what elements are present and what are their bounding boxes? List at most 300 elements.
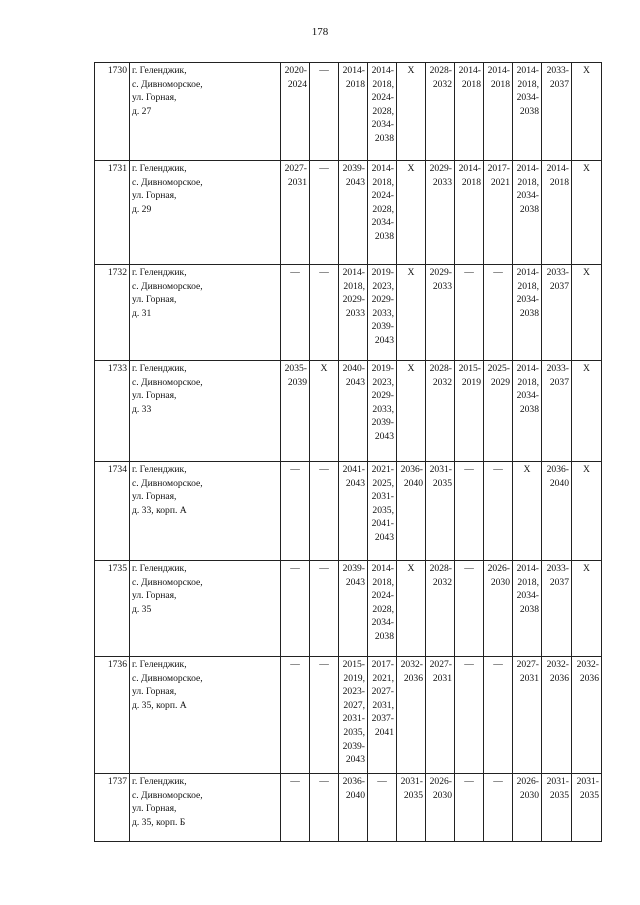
period-line: 2043 (374, 334, 394, 346)
period-cell (513, 462, 542, 561)
period-cell (513, 265, 542, 361)
period-line: 2029- (429, 267, 452, 278)
address-line: ул. Горная, (132, 491, 177, 503)
period-line: 2023, (372, 280, 394, 292)
period-line: 2027- (284, 163, 307, 174)
period-line: 2033- (546, 65, 569, 76)
period-line: X (523, 464, 531, 475)
period-line: 2038 (519, 403, 539, 415)
period-line: 2024 (287, 78, 307, 90)
period-line: 2018, (517, 376, 539, 388)
period-line: X (583, 563, 590, 574)
period-line: X (407, 267, 415, 278)
period-line: 2040- (342, 363, 365, 374)
period-cell (310, 462, 339, 561)
period-line: 2034- (371, 217, 394, 229)
period-line: 2043 (374, 430, 394, 442)
period-line: 2038 (519, 203, 539, 215)
period-line: 2029- (371, 294, 394, 306)
address-cell (130, 161, 281, 265)
period-cell (484, 774, 513, 842)
period-line: 2036- (342, 776, 365, 787)
period-line: 2033 (432, 280, 452, 292)
period-cell (368, 161, 397, 265)
table-row (95, 361, 602, 462)
period-line: 2014- (371, 163, 394, 174)
period-cell (542, 265, 572, 361)
table-row (95, 462, 602, 561)
period-line: 2033- (546, 267, 569, 278)
period-line: 2040 (549, 477, 569, 489)
period-line: — (290, 659, 300, 670)
period-line: 2027, (343, 699, 365, 711)
table-row (95, 161, 602, 265)
period-cell (397, 265, 426, 361)
period-line: 2014- (342, 267, 365, 278)
period-line: 2040 (403, 477, 423, 489)
period-line: 2014- (458, 65, 481, 76)
period-line: 2018, (372, 576, 394, 588)
address-line: д. 33 (132, 403, 152, 415)
period-line: 2018, (517, 78, 539, 90)
period-cell (310, 561, 339, 657)
period-line: 2021 (490, 176, 510, 188)
period-line: 2018 (345, 78, 365, 90)
period-cell (542, 561, 572, 657)
period-line: 2043 (345, 176, 365, 188)
period-line: — (493, 464, 503, 475)
period-line: 2028, (372, 203, 394, 215)
period-cell (426, 265, 455, 361)
period-line: X (407, 65, 415, 76)
period-line: 2043 (345, 754, 365, 766)
period-line: 2018, (372, 176, 394, 188)
address-line: д. 35, корп. Б (132, 816, 186, 828)
period-line: 2018, (517, 280, 539, 292)
row-number: 1735 (95, 561, 130, 657)
period-line: 2018 (549, 176, 569, 188)
period-line: 2025- (487, 363, 510, 374)
period-cell (572, 561, 602, 657)
period-line: 2026- (516, 776, 539, 787)
address-line: г. Геленджик, (132, 363, 187, 374)
period-line: 2033 (432, 176, 452, 188)
address-line: с. Дивноморское, (132, 176, 203, 188)
period-line: 2038 (519, 105, 539, 117)
address-line: ул. Горная, (132, 190, 177, 202)
address-line: ул. Горная, (132, 92, 177, 104)
address-line: ул. Горная, (132, 686, 177, 698)
period-cell (281, 774, 310, 842)
period-line: 2039- (342, 163, 365, 174)
period-line: 2036- (546, 464, 569, 475)
period-line: — (319, 65, 329, 76)
address-cell (130, 774, 281, 842)
period-line: 2034- (371, 119, 394, 131)
period-cell (397, 361, 426, 462)
period-line: 2035, (343, 726, 365, 738)
period-line: 2019- (371, 267, 394, 278)
period-cell (513, 161, 542, 265)
period-line: — (493, 659, 503, 670)
period-cell (339, 657, 368, 774)
address-line: с. Дивноморское, (132, 789, 203, 801)
period-cell (572, 361, 602, 462)
period-cell (484, 265, 513, 361)
period-line: 2018, (517, 576, 539, 588)
period-cell (368, 361, 397, 462)
row-number: 1733 (95, 361, 130, 462)
period-line: 2019 (461, 376, 481, 388)
repair-schedule-table (94, 62, 602, 842)
address-line: ул. Горная, (132, 390, 177, 402)
period-line: — (319, 464, 329, 475)
address-line: с. Дивноморское, (132, 376, 203, 388)
period-line: 2031, (372, 699, 394, 711)
period-cell (513, 561, 542, 657)
period-line: 2024- (371, 190, 394, 202)
period-line: — (464, 659, 474, 670)
period-line: 2014- (516, 65, 539, 76)
period-line: 2034- (371, 617, 394, 629)
period-cell (455, 63, 484, 161)
period-line: 2031- (342, 713, 365, 725)
period-cell (455, 161, 484, 265)
row-number: 1736 (95, 657, 130, 774)
period-line: 2023, (372, 376, 394, 388)
period-cell (484, 462, 513, 561)
period-line: 2036 (579, 672, 599, 684)
period-cell (426, 161, 455, 265)
period-line: 2031- (576, 776, 599, 787)
period-line: 2014- (371, 65, 394, 76)
period-line: 2032- (400, 659, 423, 670)
period-line: X (407, 563, 415, 574)
period-cell (339, 361, 368, 462)
period-line: 2027- (516, 659, 539, 670)
period-cell (455, 361, 484, 462)
period-line: 2034- (516, 190, 539, 202)
period-cell (397, 657, 426, 774)
period-line: 2024- (371, 92, 394, 104)
period-line: — (493, 776, 503, 787)
period-cell (281, 265, 310, 361)
period-line: 2030 (490, 576, 510, 588)
period-cell (310, 161, 339, 265)
period-line: 2033, (372, 307, 394, 319)
period-line: 2030 (432, 789, 452, 801)
period-line: X (583, 267, 590, 278)
period-line: 2017- (487, 163, 510, 174)
period-line: 2028, (372, 105, 394, 117)
period-line: 2038 (519, 307, 539, 319)
period-cell (542, 462, 572, 561)
period-line: 2015- (458, 363, 481, 374)
period-cell (368, 462, 397, 561)
period-line: 2031 (432, 672, 452, 684)
period-line: 2040 (345, 789, 365, 801)
period-cell (397, 774, 426, 842)
period-line: 2032- (576, 659, 599, 670)
period-cell (484, 161, 513, 265)
period-line: 2041- (371, 518, 394, 530)
period-cell (281, 161, 310, 265)
period-cell (572, 462, 602, 561)
address-line: ул. Горная, (132, 294, 177, 306)
period-line: X (407, 163, 415, 174)
period-cell (339, 161, 368, 265)
period-line: 2043 (345, 477, 365, 489)
period-line: 2031 (519, 672, 539, 684)
period-line: 2021, (372, 672, 394, 684)
table-row (95, 657, 602, 774)
period-cell (513, 63, 542, 161)
period-cell (368, 774, 397, 842)
period-line: — (290, 563, 300, 574)
period-line: 2018 (490, 78, 510, 90)
period-line: 2035 (403, 789, 423, 801)
table-row (95, 774, 602, 842)
period-line: 2029 (490, 376, 510, 388)
row-number: 1737 (95, 774, 130, 842)
row-number: 1734 (95, 462, 130, 561)
row-number: 1730 (95, 63, 130, 161)
period-line: X (583, 363, 590, 374)
period-cell (281, 561, 310, 657)
period-line: 2024- (371, 590, 394, 602)
period-line: — (464, 776, 474, 787)
period-line: X (583, 163, 590, 174)
address-cell (130, 657, 281, 774)
period-cell (484, 361, 513, 462)
address-line: с. Дивноморское, (132, 672, 203, 684)
period-line: 2014- (371, 563, 394, 574)
period-cell (310, 774, 339, 842)
address-line: с. Дивноморское, (132, 280, 203, 292)
period-line: 2031 (287, 176, 307, 188)
period-line: — (464, 563, 474, 574)
address-line: д. 35, корп. А (132, 699, 187, 711)
period-line: 2014- (516, 267, 539, 278)
period-line: 2017- (371, 659, 394, 670)
period-cell (484, 63, 513, 161)
period-cell (310, 265, 339, 361)
period-cell (368, 63, 397, 161)
row-number: 1732 (95, 265, 130, 361)
period-cell (310, 63, 339, 161)
address-line: ул. Горная, (132, 803, 177, 815)
period-line: 2028- (429, 563, 452, 574)
period-cell (397, 161, 426, 265)
period-line: 2035, (372, 504, 394, 516)
address-line: д. 29 (132, 203, 152, 215)
address-line: г. Геленджик, (132, 464, 187, 475)
period-line: 2014- (458, 163, 481, 174)
address-line: г. Геленджик, (132, 65, 187, 76)
address-line: с. Дивноморское, (132, 78, 203, 90)
period-cell (426, 361, 455, 462)
period-line: 2015- (342, 659, 365, 670)
period-cell (339, 265, 368, 361)
period-line: 2021- (371, 464, 394, 475)
period-line: — (464, 464, 474, 475)
period-line: 2027- (371, 686, 394, 698)
period-line: 2014- (342, 65, 365, 76)
page-number: 178 (311, 26, 329, 38)
period-cell (455, 462, 484, 561)
period-cell (339, 63, 368, 161)
address-cell (130, 63, 281, 161)
period-line: 2035 (549, 789, 569, 801)
period-line: X (407, 363, 415, 374)
address-line: г. Геленджик, (132, 563, 187, 574)
address-line: г. Геленджик, (132, 659, 187, 670)
period-cell (281, 657, 310, 774)
address-line: с. Дивноморское, (132, 477, 203, 489)
period-cell (455, 774, 484, 842)
period-line: 2028- (429, 363, 452, 374)
period-cell (542, 774, 572, 842)
period-line: 2033- (546, 363, 569, 374)
period-cell (426, 657, 455, 774)
period-line: 2041- (342, 464, 365, 475)
period-line: 2037- (371, 713, 394, 725)
period-cell (572, 265, 602, 361)
period-cell (542, 657, 572, 774)
period-line: 2037 (549, 280, 569, 292)
period-line: 2034- (516, 590, 539, 602)
period-cell (572, 774, 602, 842)
period-cell (339, 774, 368, 842)
period-line: 2038 (374, 630, 394, 642)
period-line: 2014- (546, 163, 569, 174)
period-line: 2026- (429, 776, 452, 787)
period-cell (572, 161, 602, 265)
period-cell (455, 657, 484, 774)
period-line: 2029- (371, 390, 394, 402)
period-line: — (319, 163, 329, 174)
period-line: 2025, (372, 477, 394, 489)
period-line: 2033 (345, 307, 365, 319)
period-line: 2030 (519, 789, 539, 801)
period-line: 2034- (516, 294, 539, 306)
period-line: 2036 (549, 672, 569, 684)
address-line: г. Геленджик, (132, 267, 187, 278)
period-cell (455, 265, 484, 361)
period-line: — (319, 563, 329, 574)
period-cell (310, 657, 339, 774)
period-line: 2036 (403, 672, 423, 684)
period-line: 2043 (345, 576, 365, 588)
period-cell (484, 561, 513, 657)
period-line: 2038 (519, 603, 539, 615)
period-line: 2034- (516, 390, 539, 402)
period-line: 2029- (429, 163, 452, 174)
period-line: — (493, 267, 503, 278)
period-cell (281, 462, 310, 561)
period-cell (426, 462, 455, 561)
period-line: 2019, (343, 672, 365, 684)
address-line: д. 35 (132, 603, 152, 615)
period-line: 2039- (342, 563, 365, 574)
period-line: 2035 (579, 789, 599, 801)
period-line: 2038 (374, 132, 394, 144)
period-cell (426, 561, 455, 657)
address-line: с. Дивноморское, (132, 576, 203, 588)
period-line: — (290, 776, 300, 787)
period-line: 2029- (342, 294, 365, 306)
period-line: 2014- (516, 363, 539, 374)
period-line: 2018, (372, 78, 394, 90)
period-cell (281, 361, 310, 462)
period-cell (542, 361, 572, 462)
period-line: X (583, 65, 590, 76)
period-cell (281, 63, 310, 161)
period-line: — (319, 659, 329, 670)
period-line: 2031- (400, 776, 423, 787)
period-line: — (290, 464, 300, 475)
period-line: 2036- (400, 464, 423, 475)
period-line: 2038 (374, 230, 394, 242)
period-line: — (319, 776, 329, 787)
period-cell (339, 462, 368, 561)
address-line: ул. Горная, (132, 590, 177, 602)
period-cell (426, 63, 455, 161)
period-line: 2018, (343, 280, 365, 292)
period-cell (368, 561, 397, 657)
address-line: д. 27 (132, 105, 152, 117)
table-row (95, 561, 602, 657)
period-line: 2018 (461, 176, 481, 188)
period-line: 2032 (432, 78, 452, 90)
period-line: 2037 (549, 376, 569, 388)
period-line: 2028, (372, 603, 394, 615)
period-line: 2027- (429, 659, 452, 670)
period-line: X (583, 464, 590, 475)
period-line: 2026- (487, 563, 510, 574)
address-line: г. Геленджик, (132, 163, 187, 174)
period-cell (513, 657, 542, 774)
period-line: 2035- (284, 363, 307, 374)
period-line: 2023- (342, 686, 365, 698)
period-line: 2014- (487, 65, 510, 76)
period-line: 2033- (546, 563, 569, 574)
period-line: 2019- (371, 363, 394, 374)
address-cell (130, 462, 281, 561)
address-cell (130, 361, 281, 462)
address-cell (130, 561, 281, 657)
address-line: г. Геленджик, (132, 776, 187, 787)
period-cell (368, 265, 397, 361)
period-line: 2033, (372, 403, 394, 415)
period-line: 2043 (374, 531, 394, 543)
table-row (95, 63, 602, 161)
period-line: 2034- (516, 92, 539, 104)
period-line: 2037 (549, 78, 569, 90)
period-line: 2018 (461, 78, 481, 90)
period-line: 2039- (371, 417, 394, 429)
period-line: — (464, 267, 474, 278)
period-cell (572, 657, 602, 774)
period-line: 2031- (429, 464, 452, 475)
period-line: 2039 (287, 376, 307, 388)
period-line: 2014- (516, 563, 539, 574)
period-line: 2031- (371, 491, 394, 503)
period-cell (310, 361, 339, 462)
period-line: 2043 (345, 376, 365, 388)
period-line: — (319, 267, 329, 278)
period-line: 2020- (284, 65, 307, 76)
